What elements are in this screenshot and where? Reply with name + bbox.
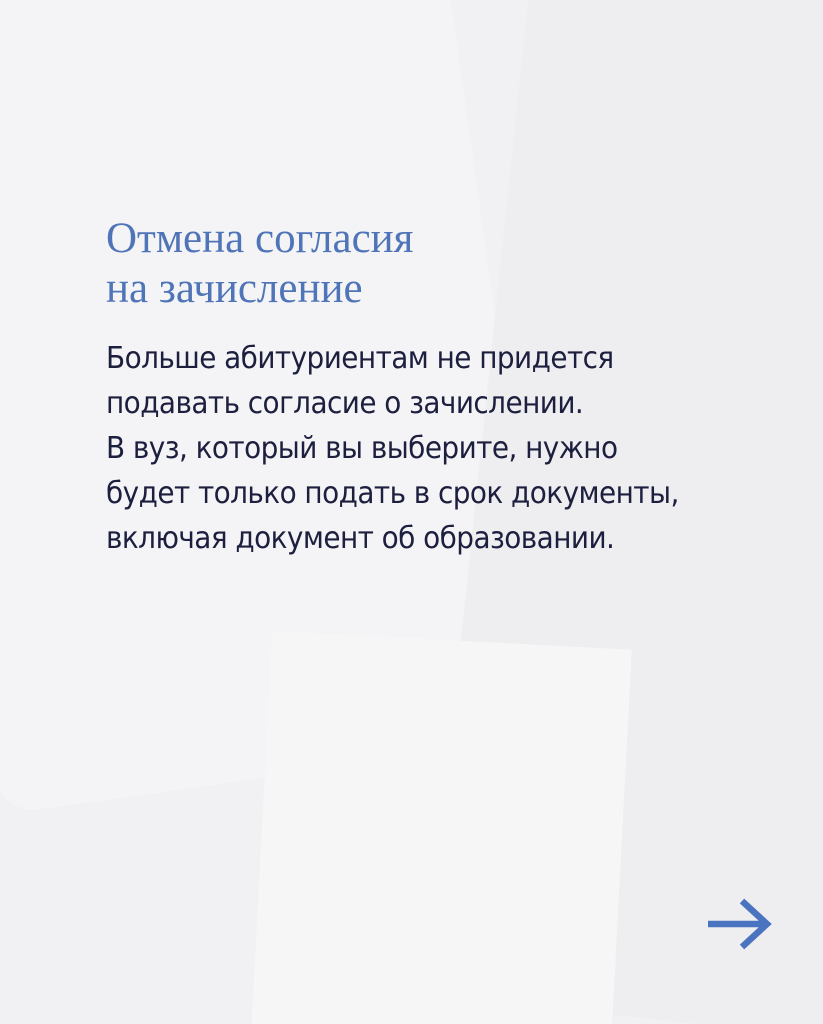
- body-line: В вуз, который вы выберите, нужно: [106, 431, 618, 466]
- next-slide-button[interactable]: [704, 894, 774, 954]
- slide-body-text: [106, 336, 738, 561]
- slide-title-line: на зачисление: [106, 265, 363, 312]
- body-line: Больше абитуриентам не придется: [106, 341, 614, 376]
- body-line: будет только подать в срок документы,: [106, 476, 679, 511]
- background-shape: [248, 631, 632, 1024]
- slide-title-line: Отмена согласия: [106, 215, 414, 262]
- body-line: подавать согласие о зачислении.: [106, 386, 584, 421]
- arrow-right-icon: [704, 894, 774, 954]
- slide-title: [106, 214, 786, 314]
- body-line: включая документ об образовании.: [106, 521, 615, 556]
- slide-content: [106, 214, 786, 561]
